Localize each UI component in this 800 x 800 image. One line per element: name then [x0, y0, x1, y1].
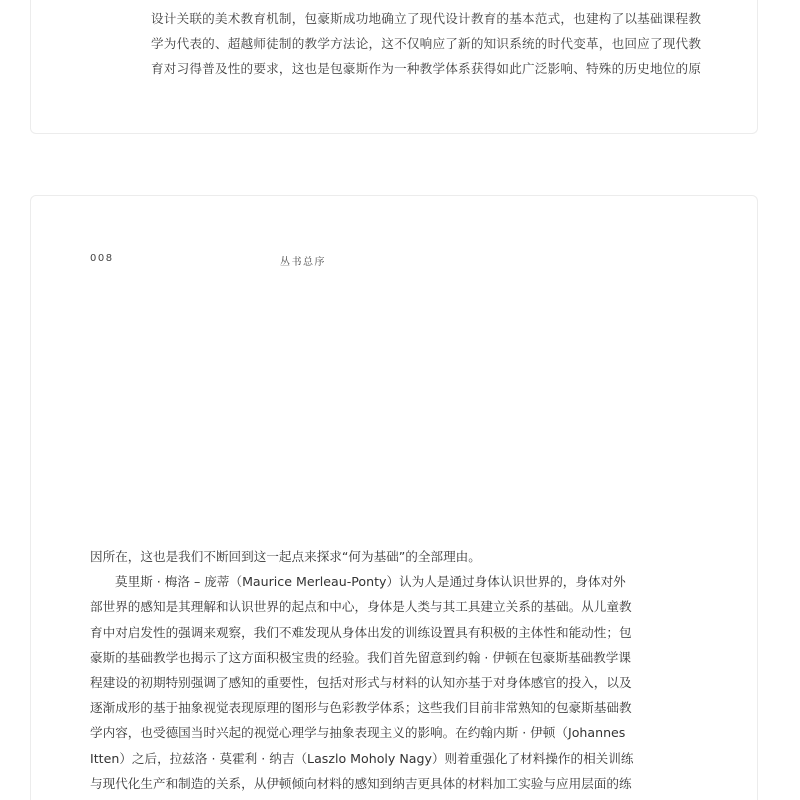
text-line: 程建设的初期特别强调了感知的重要性，包括对形式与材料的认知亦基于对身体感官的投入，以及 [90, 674, 632, 690]
text-line: 逐渐成形的基于抽象视觉表现原理的图形与色彩教学体系；这些我们目前非常熟知的包豪斯基础教 [90, 700, 632, 716]
text-line: 因所在，这也是我们不断回到这一起点来探求“何为基础”的全部理由。 [90, 549, 481, 564]
text-line: 学为代表的、超越师徒制的教学方法论，这不仅响应了新的知识系统的时代变革，也回应了现代教 [151, 36, 702, 51]
previous-page [30, 0, 758, 134]
current-page [30, 195, 758, 800]
text-line: 育对习得普及性的要求，这也是包豪斯作为一种教学体系获得如此广泛影响、特殊的历史地位的原 [151, 61, 702, 76]
text-line: 学内容，也受德国当时兴起的视觉心理学与抽象表现主义的影响。在约翰内斯 · 伊顿（Johannes [90, 725, 626, 741]
text-line: 育中对启发性的强调来观察，我们不难发现从身体出发的训练设置具有积极的主体性和能动性；包 [90, 624, 632, 640]
page-body-text [90, 544, 645, 796]
text-line: 与现代化生产和制造的关系，从伊顿倾向材料的感知到纳吉更具体的材料加工实验与应用层面的练 [90, 775, 632, 791]
text-line: 设计关联的美术教育机制，包豪斯成功地确立了现代设计教育的基本范式，也建构了以基础课程教 [151, 11, 702, 26]
running-title: 丛书总序 [280, 257, 326, 268]
text-line: Itten）之后，拉兹洛 · 莫霍利 · 纳吉（Laszlo Moholy Nagy）则着重强化了材料操作的相关训练 [90, 750, 634, 766]
previous-page-text [151, 6, 703, 81]
text-line: 部世界的感知是其理解和认识世界的起点和中心，身体是人类与其工具建立关系的基础。从儿童教 [90, 599, 632, 615]
page-number: 008 [90, 253, 114, 264]
paragraph-first-line: 莫里斯 · 梅洛 – 庞蒂（Maurice Merleau-Ponty）认为人是通过身体认识世界的，身体对外 [115, 574, 626, 590]
text-line: 豪斯的基础教学也揭示了这方面积极宝贵的经验。我们首先留意到约翰 · 伊顿在包豪斯基础教学课 [90, 649, 631, 665]
